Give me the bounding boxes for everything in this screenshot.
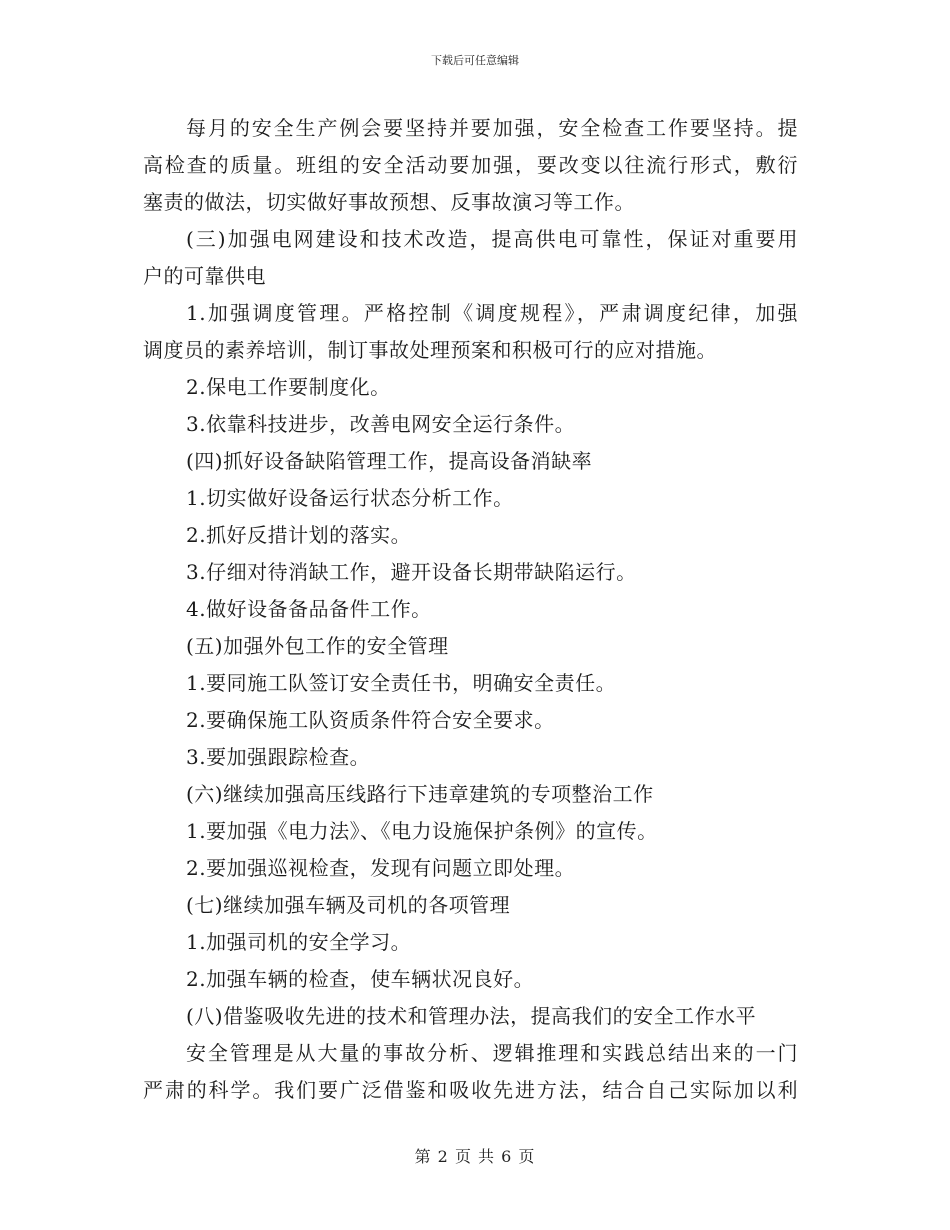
- section-heading: (四)抓好设备缺陷管理工作，提高设备消缺率: [186, 449, 593, 473]
- list-item-line: 调度员的素养培训，制订事故处理预案和积极可行的应对措施。: [143, 338, 717, 362]
- list-item: 2.抓好反措计划的落实。: [186, 523, 412, 547]
- list-item: 3.依靠科技进步，改善电网安全运行条件。: [186, 412, 576, 436]
- section-heading-line: 户的可靠供电: [143, 264, 266, 288]
- paragraph-line: 安全管理是从大量的事故分析、逻辑推理和实践总结出来的一门: [186, 1041, 798, 1065]
- list-item-line: 1.加强调度管理。严格控制《调度规程》，严肃调度纪律，加强: [186, 301, 798, 325]
- paragraph-line: 高检查的质量。班组的安全活动要加强，要改变以往流行形式，敷衍: [143, 153, 798, 177]
- section-heading: (八)借鉴吸收先进的技术和管理办法，提高我们的安全工作水平: [186, 1004, 757, 1028]
- list-item: 1.要同施工队签订安全责任书，明确安全责任。: [186, 671, 617, 695]
- list-item: 3.仔细对待消缺工作，避开设备长期带缺陷运行。: [186, 560, 637, 584]
- list-item: 4.做好设备备品备件工作。: [186, 597, 432, 621]
- list-item: 3.要加强跟踪检查。: [186, 745, 371, 769]
- list-item: 2.要加强巡视检查，发现有问题立即处理。: [186, 856, 576, 880]
- paragraph-line: 严肃的科学。我们要广泛借鉴和吸收先进方法，结合自己实际加以利: [143, 1078, 798, 1102]
- page-number-footer: 第 2 页 共 6 页: [414, 1147, 536, 1166]
- section-heading: (五)加强外包工作的安全管理: [186, 634, 449, 658]
- section-heading: (七)继续加强车辆及司机的各项管理: [186, 893, 511, 917]
- list-item: 2.加强车辆的检查，使车辆状况良好。: [186, 967, 535, 991]
- page-header: 下载后可任意编辑: [431, 54, 519, 67]
- list-item: 2.要确保施工队资质条件符合安全要求。: [186, 708, 555, 732]
- list-item: 1.加强司机的安全学习。: [186, 930, 412, 954]
- section-heading-line: (三)加强电网建设和技术改造，提高供电可靠性，保证对重要用: [186, 227, 798, 251]
- list-item: 1.切实做好设备运行状态分析工作。: [186, 486, 514, 510]
- list-item: 2.保电工作要制度化。: [186, 375, 391, 399]
- paragraph-line: 每月的安全生产例会要坚持并要加强，安全检查工作要坚持。提: [186, 116, 798, 140]
- paragraph-line: 塞责的做法，切实做好事故预想、反事故演习等工作。: [143, 190, 635, 214]
- list-item: 1.要加强《电力法》、《电力设施保护条例》的宣传。: [186, 819, 658, 843]
- document-body: [143, 110, 798, 1109]
- section-heading: (六)继续加强高压线路行下违章建筑的专项整治工作: [186, 782, 654, 806]
